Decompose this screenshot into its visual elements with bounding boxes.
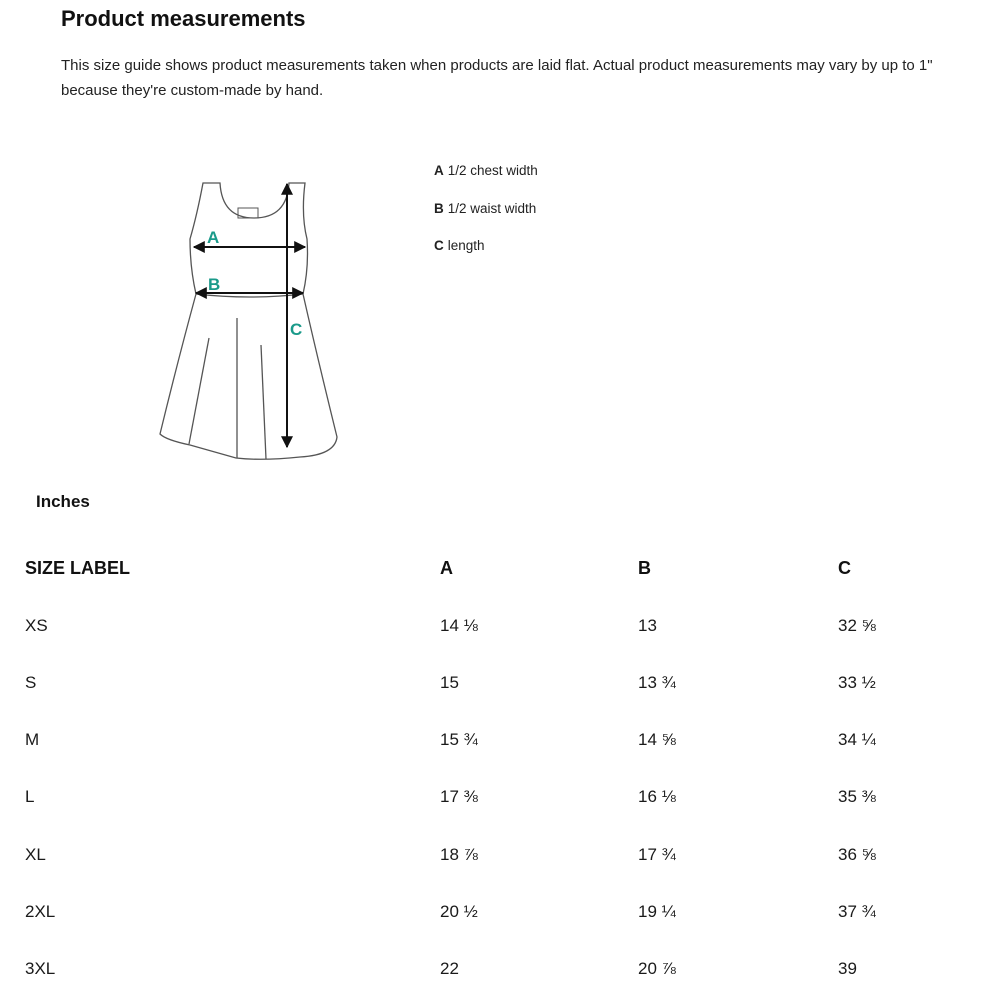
dress-outline	[160, 183, 337, 459]
table-header-row	[25, 540, 985, 597]
size-chart-table	[25, 540, 985, 998]
cell-a: 20 ½	[440, 901, 478, 921]
cell-c: 36 ⅝	[838, 844, 876, 864]
legend-key: C	[434, 238, 444, 253]
cell-b: 17 ¾	[638, 844, 676, 864]
legend-key: B	[434, 200, 444, 216]
cell-c: 32 ⅝	[838, 615, 876, 635]
size-guide-description: This size guide shows product measurements taken when products are laid flat. Actual product measurements may vary by up to 1" because they're custom-made by hand.	[61, 57, 933, 99]
units-heading: Inches	[36, 492, 90, 511]
cell-c: 37 ¾	[838, 901, 876, 921]
cell-a: 22	[440, 958, 459, 978]
cell-b: 19 ¼	[638, 901, 676, 921]
cell-size: 2XL	[25, 901, 56, 921]
table-row	[25, 654, 985, 711]
cell-size: M	[25, 730, 40, 750]
diagram-label-c: C	[290, 320, 303, 339]
cell-size: XS	[25, 615, 48, 635]
cell-size: S	[25, 672, 37, 692]
cell-b: 13 ¾	[638, 672, 676, 692]
header-c: C	[838, 558, 851, 579]
cell-a: 14 ⅛	[440, 615, 478, 635]
cell-size: 3XL	[25, 958, 56, 978]
cell-c: 33 ½	[838, 672, 876, 692]
cell-c: 34 ¼	[838, 730, 876, 750]
diagram-label-a: A	[207, 228, 220, 247]
legend-item-waist	[434, 198, 538, 236]
header-a: A	[440, 558, 453, 579]
cell-b: 14 ⅝	[638, 730, 676, 750]
legend-text: length	[447, 238, 485, 253]
cell-b: 16 ⅛	[638, 787, 676, 807]
table-row	[25, 826, 985, 883]
legend-item-length	[434, 235, 538, 273]
cell-a: 15	[440, 672, 459, 692]
table-row	[25, 769, 985, 826]
legend-key: A	[434, 163, 444, 178]
cell-a: 17 ⅜	[440, 787, 478, 807]
cell-size: XL	[25, 844, 46, 864]
table-row	[25, 883, 985, 940]
cell-a: 15 ¾	[440, 730, 478, 750]
page-title: Product measurements	[61, 6, 306, 31]
legend-text: 1/2 waist width	[447, 200, 537, 216]
table-row	[25, 940, 985, 997]
table-row	[25, 597, 985, 654]
header-size-label: SIZE LABEL	[25, 558, 131, 579]
legend-item-chest	[434, 160, 538, 198]
cell-a: 18 ⅞	[440, 844, 478, 864]
dress-measurement-diagram	[150, 170, 350, 470]
cell-size: L	[25, 787, 35, 807]
measurement-legend	[434, 160, 538, 273]
cell-c: 39	[838, 958, 857, 978]
cell-b: 13	[638, 615, 657, 635]
header-b: B	[638, 558, 651, 579]
cell-c: 35 ⅜	[838, 787, 876, 807]
legend-text: 1/2 chest width	[447, 163, 538, 178]
diagram-label-b: B	[208, 275, 221, 294]
table-row	[25, 712, 985, 769]
cell-b: 20 ⅞	[638, 958, 676, 978]
